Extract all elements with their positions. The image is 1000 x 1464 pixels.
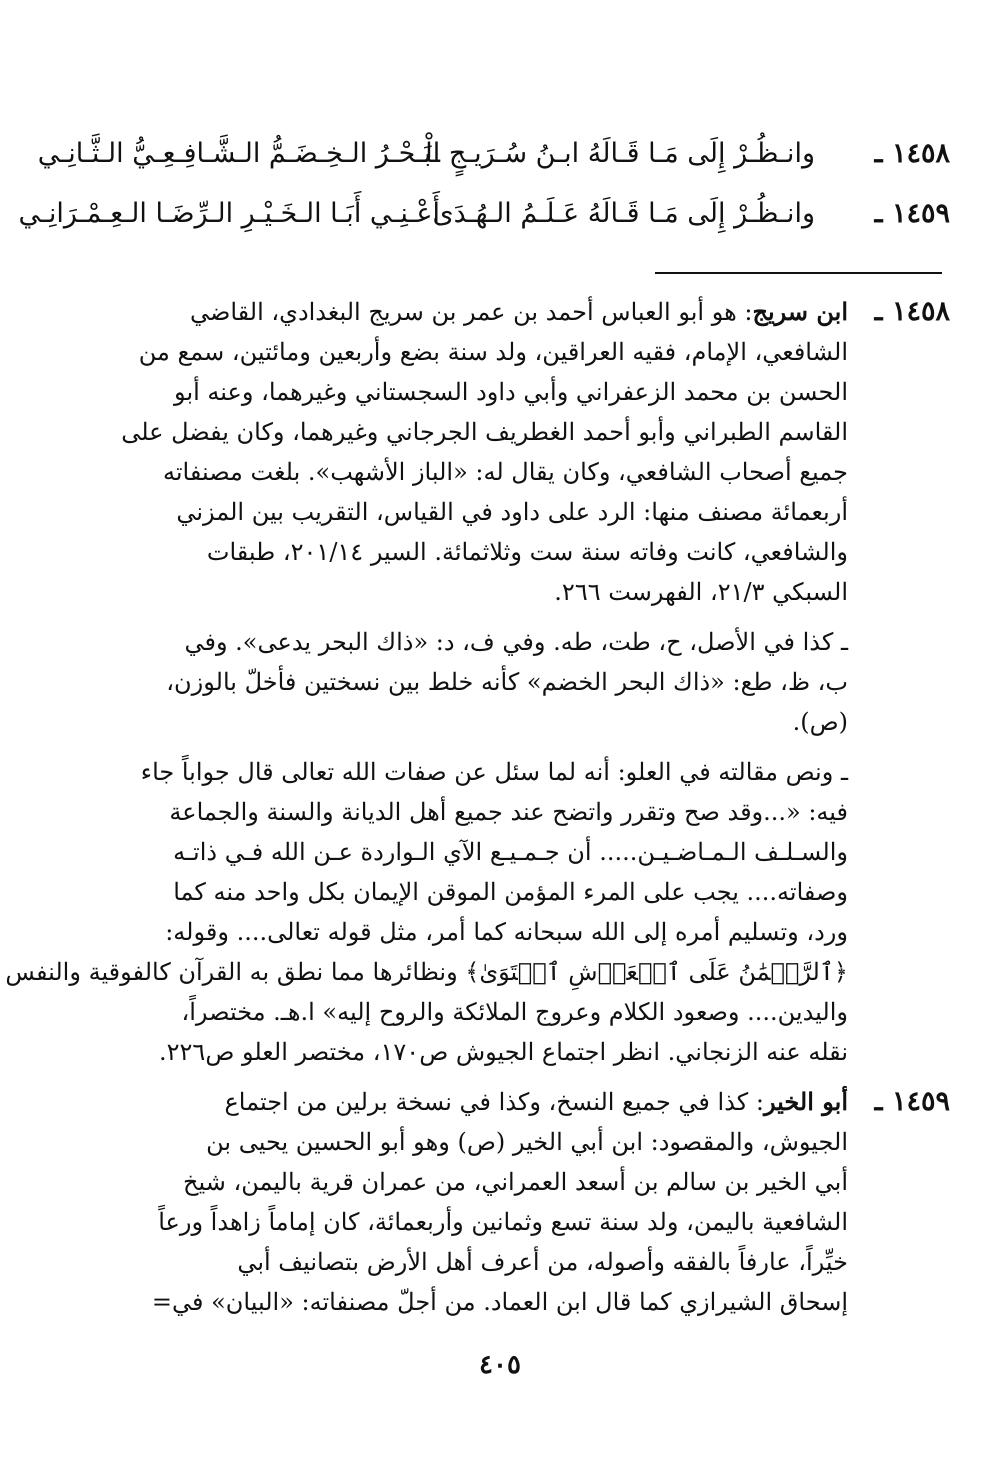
note-line: ب، ظ، طع: «ذاك البحر الخضم» كأنه خلط بين نسختين فأخلّ بالوزن، [166,668,848,696]
verse-1459 [18,190,950,238]
note-line: ـ كذا في الأصل، ح، طت، طه. وفي ف، د: «ذاك البحر يدعى». وفي [184,628,848,656]
verse-first-hemistich: وانـظُـرْ إِلَى مَـا قَـالَهُ عَـلَـمُ الـهُـدَى [432,198,815,229]
note-line: والسـلـف الـمـاضـيـن..... أن جـمـيـع الآي الـواردة عـن الله فـي ذاتـه [173,838,848,866]
footnote-separator [655,272,942,274]
note-line: جميع أصحاب الشافعي، وكان يقال له: «الباز الأشهب». بلغت مصنفاته [162,458,848,486]
note-line: واليدين.... وصعود الكلام وعروج الملائكة والروح إليه» ا.هـ. مختصراً، [181,998,848,1026]
verse-first-hemistich: وانـظُـرْ إِلَى مَـا قَـالَهُ ابـنُ سُـرَيـجٍ الْـ [416,138,815,169]
note-line: الحسن بن محمد الزعفراني وأبي داود السجستاني وغيرهما، وعنه أبو [174,378,848,406]
note-lead-term: ابن سريج [752,297,848,326]
note-number: ١٤٥٨ ـ [874,296,950,327]
note-lead-term: أبو الخير [763,1087,848,1116]
note-line [98,292,848,332]
note-line: (ص). [792,708,848,736]
note-line: القاسم الطبراني وأبو أحمد الغطريف الجرجاني وغيرهما، وكان يفضل على [121,418,848,446]
verse-second-hemistich: ـبَـحْـرُ الـخِـضَـمُّ الـشَّـافِـعِـيُّ الـثَّـانِـي [37,138,440,169]
note-line: فيه: «...وقد صح وتقرر واتضح عند جميع أهل الديانة والسنة والجماعة [169,798,848,826]
note-line: السبكي ٢١/٣، الفهرست ٢٦٦. [554,578,848,606]
verse-1458 [37,130,950,178]
verse-number: ١٤٥٩ ـ [874,198,950,229]
note-line: ورد، وتسليم أمره إلى الله سبحانه كما أمر، مثل قوله تعالى.... وقوله: [165,918,848,946]
note-line: الجيوش، والمقصود: ابن أبي الخير (ص) وهو أبو الحسين يحيى بن [206,1128,848,1156]
note-text: : هو أبو العباس أحمد بن عمر بن سريج البغدادي، القاضي [189,298,753,326]
note-line: أربعمائة مصنف منها: الرد على داود في القياس، التقريب بين المزني [176,498,848,526]
page-number: ٤٠٥ [479,1350,521,1380]
verse-second-hemistich: أَعْـنِـي أَبَـا الـخَـيْـرِ الـرِّضَـا الـعِـمْـرَانِـي [18,198,440,229]
note-line: ﴿ٱلرَّحۡمَٰنُ عَلَى ٱلۡعَرۡشِ ٱسۡتَوَىٰ﴾ ونظائرها مما نطق به القرآن كالفوقية والنفس [5,958,848,986]
note-line: وصفاته.... يجب على المرء المؤمن الموقن الإيمان بكل واحد منه كما [173,878,848,906]
note-line: والشافعي، كانت وفاته سنة ست وثلاثمائة. السير ٢٠١/١٤، طبقات [206,538,848,566]
note-line [98,1082,848,1122]
note-number: ١٤٥٩ ـ [874,1086,950,1117]
note-line: إسحاق الشيرازي كما قال ابن العماد. من أجلّ مصنفاته: «البيان» في= [151,1288,848,1316]
note-line: الشافعي، الإمام، فقيه العراقين، ولد سنة بضع وأربعين ومائتين، سمع من [138,338,848,366]
note-line: نقله عنه الزنجاني. انظر اجتماع الجيوش ص١٧٠، مختصر العلو ص٢٢٦. [159,1038,848,1066]
note-line: خيِّراً، عارفاً بالفقه وأصوله، من أعرف أهل الأرض بتصانيف أبي [237,1248,848,1276]
note-line: ـ ونص مقالته في العلو: أنه لما سئل عن صفات الله تعالى قال جواباً جاء [140,758,848,786]
note-line: أبي الخير بن سالم بن أسعد العمراني، من عمران قرية باليمن، شيخ [183,1168,848,1196]
note-line: الشافعية باليمن، ولد سنة تسع وثمانين وأربعمائة، كان إماماً زاهداً ورعاً [158,1208,848,1236]
note-text: : كذا في جميع النسخ، وكذا في نسخة برلين من اجتماع [224,1088,764,1116]
verse-number: ١٤٥٨ ـ [874,138,950,169]
